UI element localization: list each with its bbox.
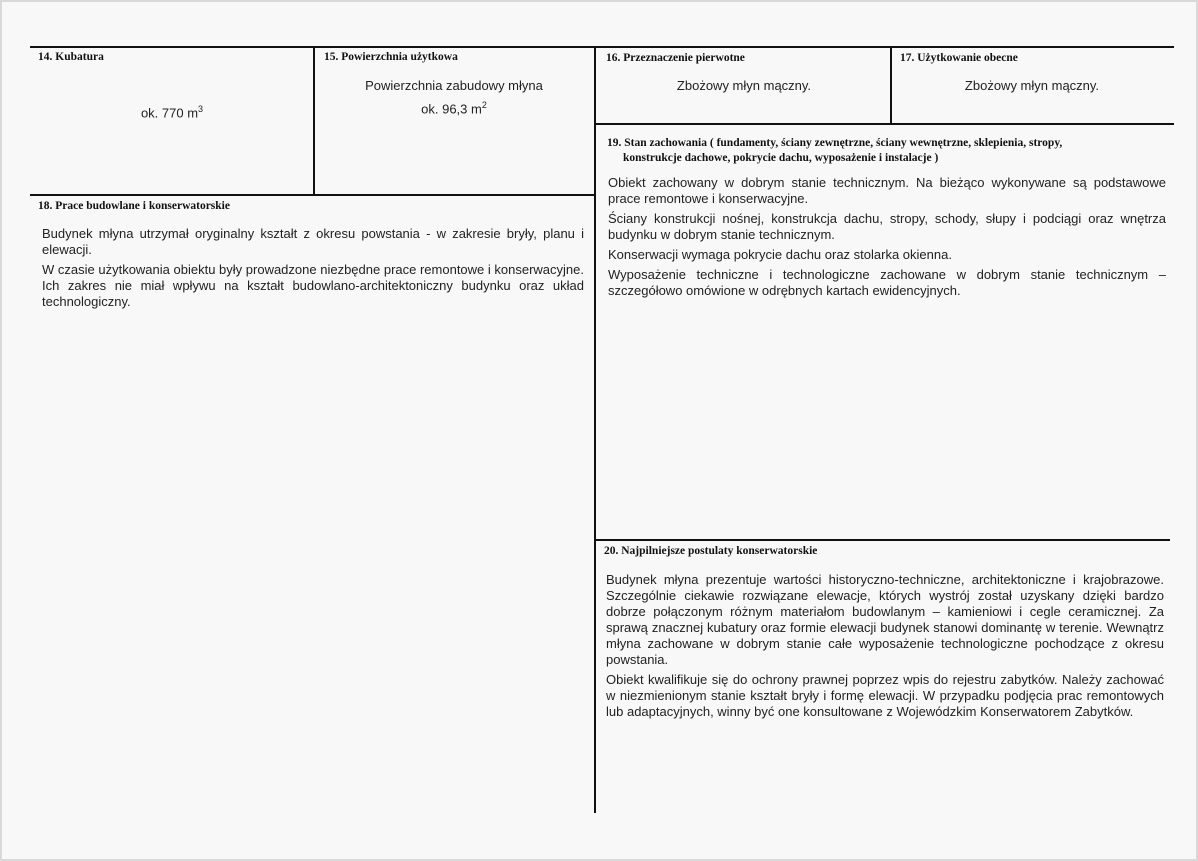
section-17-label: 17. Użytkowanie obecne xyxy=(900,52,1018,64)
rule-s19-top xyxy=(596,123,1174,125)
rule-s20-top xyxy=(596,539,1170,541)
section-19-paragraph: Ściany konstrukcji nośnej, konstrukcja dachu, stropy, schody, słupy i podciągi oraz wnętrza budynku w dobrym stanie technicznym. xyxy=(608,211,1166,242)
section-16-value: Zbożowy młyn mączny. xyxy=(676,78,812,93)
section-20-paragraph: Obiekt kwalifikuje się do ochrony prawnej poprzez wpis do rejestru zabytków. Należy zachować w niezmienionym stanie kształt bryły i formę elewacji. W przypadku podjęcia prac remontowych lub adaptacyjnych, winny być one konsultowane z Wojewódzkim Konserwatorem Zabytków. xyxy=(606,672,1164,719)
kubatura-unit-exponent: 3 xyxy=(198,104,204,114)
section-18-body xyxy=(42,226,584,314)
area-value: ok. 96,3 m xyxy=(421,101,482,117)
section-18-label: 18. Prace budowlane i konserwatorskie xyxy=(38,200,230,212)
section-16-label: 16. Przeznaczenie pierwotne xyxy=(606,52,745,64)
section-17-value: Zbożowy młyn mączny. xyxy=(964,78,1100,93)
section-20-label: 20. Najpilniejsze postulaty konserwatorskie xyxy=(604,545,818,557)
section-15-content xyxy=(315,78,593,117)
section-20-paragraph: Budynek młyna prezentuje wartości historyczno-techniczne, architektoniczne i krajobrazowe. Szczególnie ciekawie rozwiązane elewacje, których wystrój został uzyskany dzięki bardzo dobrze połączonym różnym materiałom budowlanym – kamieniowi i cegle ceramicznej. Za sprawą znacznej kubatury oraz formie elewacji budynek stanowi dominantę w terenie. Wewnątrz młyna zachowane w dobrym stanie całe wyposażenie technologiczne pochodzące z okresu powstania. xyxy=(606,572,1164,667)
divider-main xyxy=(594,46,596,813)
divider-14-15 xyxy=(313,46,315,195)
section-19-label-line1: 19. Stan zachowania ( fundamenty, ściany zewnętrzne, ściany wewnętrzne, sklepienia, stropy, xyxy=(607,137,1063,149)
section-18-paragraph: Budynek młyna utrzymał oryginalny kształt z okresu powstania - w zakresie bryły, planu i elewacji. xyxy=(42,226,584,257)
section-14-value xyxy=(32,101,312,121)
section-14-label: 14. Kubatura xyxy=(38,51,104,63)
section-19-body xyxy=(608,175,1166,303)
section-19-label-line2: konstrukcje dachowe, pokrycie dachu, wyposażenie i instalacje ) xyxy=(623,152,939,164)
section-20-body xyxy=(606,572,1164,724)
section-15-label: 15. Powierzchnia użytkowa xyxy=(324,51,458,63)
kubatura-value: ok. 770 m xyxy=(140,105,199,121)
section-19-paragraph: Obiekt zachowany w dobrym stanie technicznym. Na bieżąco wykonywane są podstawowe prace remontowe i konserwacyjne. xyxy=(608,175,1166,206)
section-15-line1: Powierzchnia zabudowy młyna xyxy=(365,78,543,93)
top-rule xyxy=(30,46,1174,48)
section-19-paragraph: Konserwacji wymaga pokrycie dachu oraz stolarka okienna. xyxy=(608,247,952,262)
section-19-paragraph: Wyposażenie techniczne i technologiczne zachowane w dobrym stanie technicznym – szczegółowo omówione w odrębnych kartach ewidencyjnych. xyxy=(608,267,1166,298)
section-18-paragraph: W czasie użytkowania obiektu były prowadzone niezbędne prace remontowe i konserwacyjne. Ich zakres nie miał wpływu na kształt budowlano-architektoniczny budynku oraz układ technologiczny. xyxy=(42,262,584,309)
area-unit-exponent: 2 xyxy=(481,100,487,110)
record-card-page xyxy=(2,2,1196,859)
